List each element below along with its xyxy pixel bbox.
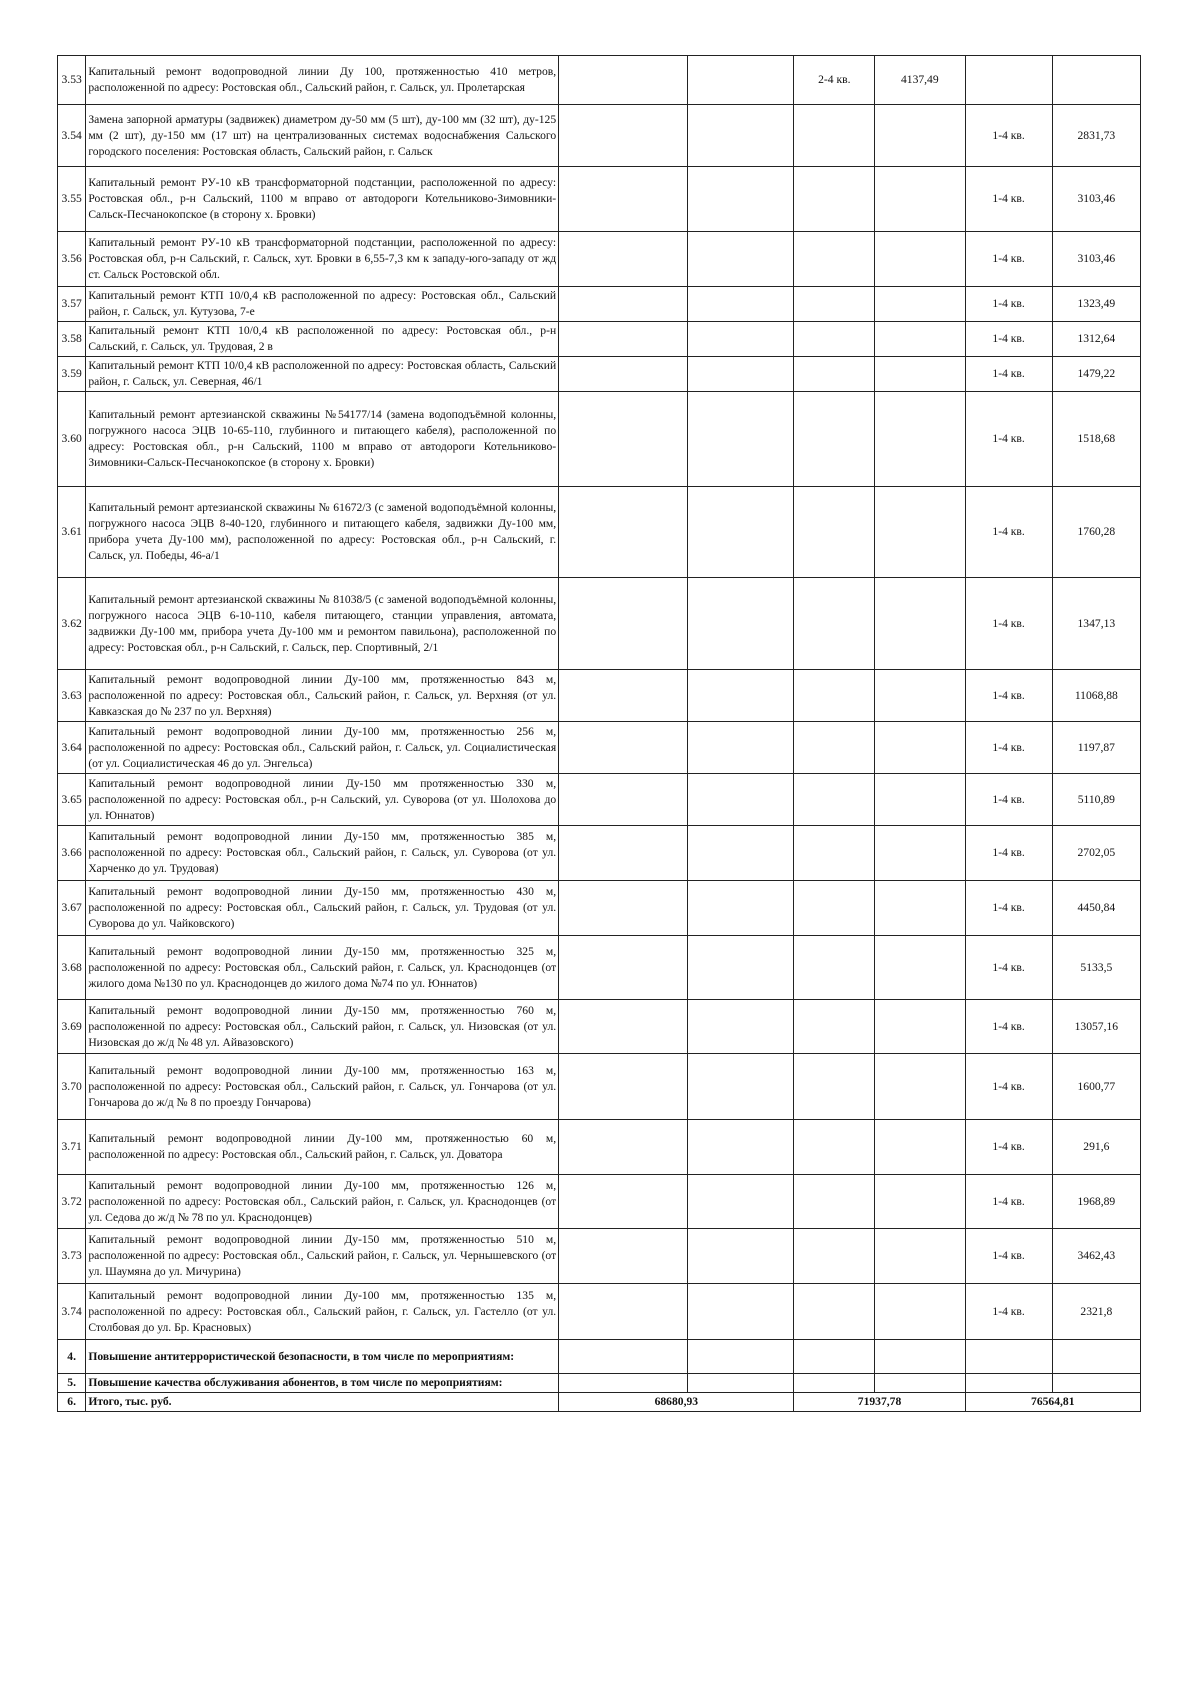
cell-period-a (794, 105, 875, 167)
cell-col-4 (687, 1175, 794, 1229)
cell-empty (687, 1340, 794, 1374)
cell-col-4 (687, 1120, 794, 1175)
cell-col-4 (687, 322, 794, 357)
cell-empty (1052, 1340, 1140, 1374)
row-description: Капитальный ремонт водопроводной линии Ду 100, протяженностью 410 метров, расположенной по адресу: Ростовская обл., Сальский район, г. Сальск, ул. Пролетарская (86, 56, 559, 105)
cell-col-4 (687, 722, 794, 774)
cell-col-3 (559, 578, 688, 670)
cell-amount-b: 13057,16 (1052, 1000, 1140, 1054)
cell-col-3 (559, 487, 688, 578)
row-number: 3.61 (58, 487, 86, 578)
table-row (58, 826, 1141, 881)
cell-amount-a (875, 881, 965, 936)
cell-amount-a (875, 1120, 965, 1175)
cell-amount-b: 1479,22 (1052, 357, 1140, 392)
cell-col-4 (687, 1054, 794, 1120)
row-number: 3.57 (58, 287, 86, 322)
cell-amount-a (875, 670, 965, 722)
cell-period-b: 1-4 кв. (965, 287, 1052, 322)
cell-amount-b: 1760,28 (1052, 487, 1140, 578)
plan-sheet (57, 55, 1141, 1412)
cell-period-a (794, 578, 875, 670)
total-number: 6. (58, 1393, 86, 1412)
cell-amount-b: 1197,87 (1052, 722, 1140, 774)
cell-period-b: 1-4 кв. (965, 322, 1052, 357)
section-number: 4. (58, 1340, 86, 1374)
cell-period-b: 1-4 кв. (965, 357, 1052, 392)
table-row (58, 357, 1141, 392)
cell-amount-b: 5110,89 (1052, 774, 1140, 826)
cell-amount-a (875, 1175, 965, 1229)
cell-period-a (794, 1175, 875, 1229)
cell-empty (875, 1340, 965, 1374)
cell-col-3 (559, 936, 688, 1000)
cell-amount-a (875, 1054, 965, 1120)
table-row (58, 287, 1141, 322)
cell-col-3 (559, 392, 688, 487)
row-number: 3.69 (58, 1000, 86, 1054)
table-row (58, 1229, 1141, 1284)
row-description: Капитальный ремонт водопроводной линии Ду-150 мм, протяженностью 430 м, расположенной по адресу: Ростовская обл., Сальский район, г. Сальск, ул. Трудовая (от ул. Суворова до ул. Чайковского) (86, 881, 559, 936)
row-number: 3.59 (58, 357, 86, 392)
cell-amount-b: 1347,13 (1052, 578, 1140, 670)
cell-col-4 (687, 774, 794, 826)
cell-period-b: 1-4 кв. (965, 392, 1052, 487)
row-description: Капитальный ремонт водопроводной линии Ду-150 мм, протяженностью 510 м, расположенной по адресу: Ростовская обл., Сальский район, г. Сальск, ул. Чернышевского (от ул. Шаумяна до ул. Мичурина) (86, 1229, 559, 1284)
total-value-1: 68680,93 (559, 1393, 794, 1412)
cell-empty (559, 1340, 688, 1374)
cell-period-b (965, 56, 1052, 105)
total-row (58, 1393, 1141, 1412)
cell-amount-b: 3462,43 (1052, 1229, 1140, 1284)
cell-col-3 (559, 105, 688, 167)
cell-period-b: 1-4 кв. (965, 936, 1052, 1000)
section-number: 5. (58, 1374, 86, 1393)
cell-empty (875, 1374, 965, 1393)
row-description: Капитальный ремонт РУ-10 кВ трансформаторной подстанции, расположенной по адресу: Ростовская обл., р-н Сальский, 1100 м вправо от автодороги Котельниково-Зимовники-Сальск-Песчанокопское (в сторону х. Бровки) (86, 167, 559, 232)
cell-col-4 (687, 578, 794, 670)
cell-amount-b: 4450,84 (1052, 881, 1140, 936)
row-description: Капитальный ремонт КТП 10/0,4 кВ расположенной по адресу: Ростовская обл., Сальский район, г. Сальск, ул. Кутузова, 7-е (86, 287, 559, 322)
cell-period-a (794, 881, 875, 936)
cell-empty (687, 1374, 794, 1393)
cell-period-b: 1-4 кв. (965, 487, 1052, 578)
cell-col-4 (687, 287, 794, 322)
cell-period-a (794, 774, 875, 826)
row-description: Капитальный ремонт артезианской скважины №54177/14 (замена водоподъёмной колонны, погружного насоса ЭЦВ 10-65-110, глубинного и питающего кабеля), расположенной по адресу: Ростовская обл., р-н Сальский, 1100 м вправо от автодороги Котельниково-Зимовники-Сальск-Песчанокопское (в сторону х. Бровки) (86, 392, 559, 487)
cell-amount-b: 1312,64 (1052, 322, 1140, 357)
row-number: 3.60 (58, 392, 86, 487)
cell-col-3 (559, 1229, 688, 1284)
cell-period-a (794, 167, 875, 232)
cell-amount-a (875, 322, 965, 357)
cell-period-a (794, 1054, 875, 1120)
total-value-3: 76564,81 (965, 1393, 1140, 1412)
table-footer (58, 1340, 1141, 1412)
cell-col-3 (559, 357, 688, 392)
row-number: 3.70 (58, 1054, 86, 1120)
row-description: Замена запорной арматуры (задвижек) диаметром ду-50 мм (5 шт), ду-100 мм (32 шт), ду-125 мм (2 шт), ду-150 мм (17 шт) на централизованных системах водоснабжения Сальского городского поселения: Ростовская область, Сальский район, г. Сальск (86, 105, 559, 167)
cell-empty (965, 1374, 1052, 1393)
row-description: Капитальный ремонт водопроводной линии Ду-100 мм, протяженностью 126 м, расположенной по адресу: Ростовская обл., Сальский район, г. Сальск, ул. Краснодонцев (от ул. Седова до ж/д № 78 по ул. Краснодонцев) (86, 1175, 559, 1229)
row-number: 3.63 (58, 670, 86, 722)
row-number: 3.64 (58, 722, 86, 774)
cell-amount-b: 1968,89 (1052, 1175, 1140, 1229)
cell-col-4 (687, 357, 794, 392)
cell-amount-a (875, 487, 965, 578)
row-description: Капитальный ремонт водопроводной линии Ду-100 мм, протяженностью 256 м, расположенной по адресу: Ростовская обл., Сальский район, г. Сальск, ул. Социалистическая (от ул. Социалистическая 46 до ул. Энгельса) (86, 722, 559, 774)
table-row (58, 232, 1141, 287)
cell-amount-a (875, 826, 965, 881)
row-description: Капитальный ремонт водопроводной линии Ду-100 мм, протяженностью 135 м, расположенной по адресу: Ростовская обл., Сальский район, г. Сальск, ул. Гастелло (от ул. Столбовая до ул. Бр. Красновых) (86, 1284, 559, 1340)
cell-col-3 (559, 1000, 688, 1054)
cell-col-4 (687, 1000, 794, 1054)
cell-amount-b: 1600,77 (1052, 1054, 1140, 1120)
cell-period-a (794, 1229, 875, 1284)
cell-amount-b: 2831,73 (1052, 105, 1140, 167)
cell-col-3 (559, 1284, 688, 1340)
plan-table (57, 55, 1141, 1412)
cell-amount-a (875, 936, 965, 1000)
cell-period-b: 1-4 кв. (965, 105, 1052, 167)
total-label: Итого, тыс. руб. (86, 1393, 559, 1412)
cell-period-b: 1-4 кв. (965, 826, 1052, 881)
cell-amount-a (875, 1000, 965, 1054)
table-row (58, 56, 1141, 105)
row-description: Капитальный ремонт водопроводной линии Ду-150 мм протяженностью 330 м, расположенной по адресу: Ростовская обл., р-н Сальский, ул. Суворова (от ул. Шолохова до ул. Юннатов) (86, 774, 559, 826)
row-number: 3.67 (58, 881, 86, 936)
table-row (58, 1054, 1141, 1120)
cell-col-3 (559, 232, 688, 287)
cell-period-b: 1-4 кв. (965, 1120, 1052, 1175)
cell-period-a (794, 1000, 875, 1054)
cell-amount-a (875, 392, 965, 487)
cell-col-3 (559, 1120, 688, 1175)
table-row (58, 167, 1141, 232)
cell-period-a (794, 287, 875, 322)
cell-empty (794, 1340, 875, 1374)
cell-amount-a (875, 105, 965, 167)
row-description: Капитальный ремонт КТП 10/0,4 кВ расположенной по адресу: Ростовская обл., р-н Сальский, г. Сальск, ул. Трудовая, 2 в (86, 322, 559, 357)
cell-amount-b: 2321,8 (1052, 1284, 1140, 1340)
row-description: Капитальный ремонт водопроводной линии Ду-150 мм, протяженностью 325 м, расположенной по адресу: Ростовская обл., Сальский район, г. Сальск, ул. Краснодонцев (от жилого дома №130 по ул. Краснодонцев до жилого дома №74 по ул. Юннатов) (86, 936, 559, 1000)
cell-amount-a (875, 1229, 965, 1284)
cell-col-4 (687, 232, 794, 287)
cell-col-3 (559, 167, 688, 232)
cell-col-3 (559, 881, 688, 936)
row-number: 3.73 (58, 1229, 86, 1284)
table-row (58, 322, 1141, 357)
cell-empty (559, 1374, 688, 1393)
cell-period-a (794, 392, 875, 487)
table-row (58, 722, 1141, 774)
cell-period-a (794, 722, 875, 774)
cell-amount-b: 3103,46 (1052, 167, 1140, 232)
cell-col-3 (559, 774, 688, 826)
cell-period-a (794, 1284, 875, 1340)
cell-amount-a (875, 774, 965, 826)
cell-period-b: 1-4 кв. (965, 670, 1052, 722)
cell-amount-a (875, 232, 965, 287)
cell-amount-a (875, 1284, 965, 1340)
cell-amount-a (875, 167, 965, 232)
cell-col-3 (559, 670, 688, 722)
cell-col-3 (559, 1175, 688, 1229)
table-body (58, 56, 1141, 1340)
cell-amount-a: 4137,49 (875, 56, 965, 105)
cell-col-4 (687, 167, 794, 232)
row-description: Капитальный ремонт водопроводной линии Ду-100 мм, протяженностью 163 м, расположенной по адресу: Ростовская обл., Сальский район, г. Сальск, ул. Гончарова (от ул. Гончарова до ж/д № 8 по проезду Гончарова) (86, 1054, 559, 1120)
table-row (58, 1175, 1141, 1229)
cell-period-b: 1-4 кв. (965, 881, 1052, 936)
cell-col-4 (687, 56, 794, 105)
cell-period-a (794, 232, 875, 287)
table-row (58, 881, 1141, 936)
cell-amount-b: 3103,46 (1052, 232, 1140, 287)
cell-amount-a (875, 357, 965, 392)
cell-col-3 (559, 826, 688, 881)
row-number: 3.65 (58, 774, 86, 826)
cell-period-a: 2-4 кв. (794, 56, 875, 105)
cell-col-3 (559, 1054, 688, 1120)
cell-col-3 (559, 287, 688, 322)
table-row (58, 105, 1141, 167)
cell-amount-a (875, 287, 965, 322)
cell-period-b: 1-4 кв. (965, 1054, 1052, 1120)
cell-col-3 (559, 722, 688, 774)
cell-empty (794, 1374, 875, 1393)
row-number: 3.74 (58, 1284, 86, 1340)
cell-col-4 (687, 936, 794, 1000)
cell-amount-a (875, 722, 965, 774)
cell-period-b: 1-4 кв. (965, 722, 1052, 774)
cell-period-a (794, 670, 875, 722)
cell-col-4 (687, 392, 794, 487)
row-description: Капитальный ремонт РУ-10 кВ трансформаторной подстанции, расположенной по адресу: Ростовская обл, р-н Сальский, г. Сальск, хут. Бровки в 6,55-7,3 км к западу-юго-западу от жд ст. Сальск Ростовской обл. (86, 232, 559, 287)
row-description: Капитальный ремонт КТП 10/0,4 кВ расположенной по адресу: Ростовская область, Сальский район, г. Сальск, ул. Северная, 46/1 (86, 357, 559, 392)
cell-amount-b: 1323,49 (1052, 287, 1140, 322)
section-row-5 (58, 1374, 1141, 1393)
cell-amount-b: 2702,05 (1052, 826, 1140, 881)
total-value-2: 71937,78 (794, 1393, 965, 1412)
section-title: Повышение антитеррористической безопасности, в том числе по мероприятиям: (86, 1340, 559, 1374)
cell-col-4 (687, 826, 794, 881)
table-row (58, 1000, 1141, 1054)
table-row (58, 392, 1141, 487)
row-description: Капитальный ремонт водопроводной линии Ду-150 мм, протяженностью 385 м, расположенной по адресу: Ростовская обл., Сальский район, г. Сальск, ул. Суворова (от ул. Харченко до ул. Трудовая) (86, 826, 559, 881)
cell-col-4 (687, 881, 794, 936)
cell-col-3 (559, 322, 688, 357)
cell-amount-b: 291,6 (1052, 1120, 1140, 1175)
table-row (58, 1120, 1141, 1175)
row-number: 3.58 (58, 322, 86, 357)
cell-period-a (794, 826, 875, 881)
cell-col-4 (687, 487, 794, 578)
row-number: 3.71 (58, 1120, 86, 1175)
row-number: 3.54 (58, 105, 86, 167)
row-description: Капитальный ремонт водопроводной линии Ду-100 мм, протяженностью 60 м, расположенной по адресу: Ростовская обл., Сальский район, г. Сальск, ул. Доватора (86, 1120, 559, 1175)
cell-period-b: 1-4 кв. (965, 1284, 1052, 1340)
row-description: Капитальный ремонт водопроводной линии Ду-100 мм, протяженностью 843 м, расположенной по адресу: Ростовская обл., Сальский район, г. Сальск, ул. Верхняя (от ул. Кавказская до № 237 по ул. Верхняя) (86, 670, 559, 722)
cell-period-a (794, 322, 875, 357)
table-row (58, 578, 1141, 670)
row-description: Капитальный ремонт артезианской скважины № 81038/5 (с заменой водоподъёмной колонны, погружного насоса ЭЦВ 6-10-110, кабеля питающего, станции управления, автомата, задвижки Ду-100 мм, прибора учета Ду-100 мм и ремонтом павильона), расположенной по адресу: Ростовская обл., р-н Сальский, г. Сальск, пер. Спортивный, 2/1 (86, 578, 559, 670)
cell-period-a (794, 936, 875, 1000)
row-number: 3.66 (58, 826, 86, 881)
table-row (58, 670, 1141, 722)
section-title: Повышение качества обслуживания абонентов, в том числе по мероприятиям: (86, 1374, 559, 1393)
row-number: 3.62 (58, 578, 86, 670)
cell-period-b: 1-4 кв. (965, 232, 1052, 287)
cell-amount-b: 5133,5 (1052, 936, 1140, 1000)
cell-amount-b: 11068,88 (1052, 670, 1140, 722)
cell-period-a (794, 357, 875, 392)
cell-col-4 (687, 105, 794, 167)
cell-col-3 (559, 56, 688, 105)
cell-empty (965, 1340, 1052, 1374)
row-number: 3.72 (58, 1175, 86, 1229)
cell-amount-a (875, 578, 965, 670)
cell-col-4 (687, 1229, 794, 1284)
section-row-4 (58, 1340, 1141, 1374)
table-row (58, 936, 1141, 1000)
row-number: 3.68 (58, 936, 86, 1000)
cell-period-b: 1-4 кв. (965, 1229, 1052, 1284)
row-number: 3.55 (58, 167, 86, 232)
cell-period-a (794, 1120, 875, 1175)
table-row (58, 1284, 1141, 1340)
cell-period-b: 1-4 кв. (965, 1175, 1052, 1229)
cell-period-a (794, 487, 875, 578)
cell-col-4 (687, 1284, 794, 1340)
row-description: Капитальный ремонт водопроводной линии Ду-150 мм, протяженностью 760 м, расположенной по адресу: Ростовская обл., Сальский район, г. Сальск, ул. Низовская (от ул. Низовская до ж/д № 48 ул. Айвазовского) (86, 1000, 559, 1054)
cell-period-b: 1-4 кв. (965, 167, 1052, 232)
table-row (58, 774, 1141, 826)
row-number: 3.53 (58, 56, 86, 105)
cell-amount-b: 1518,68 (1052, 392, 1140, 487)
cell-col-4 (687, 670, 794, 722)
cell-period-b: 1-4 кв. (965, 1000, 1052, 1054)
table-row (58, 487, 1141, 578)
cell-period-b: 1-4 кв. (965, 578, 1052, 670)
cell-amount-b (1052, 56, 1140, 105)
row-description: Капитальный ремонт артезианской скважины № 61672/3 (с заменой водоподъёмной колонны, погружного насоса ЭЦВ 8-40-120, глубинного и питающего кабеля, задвижки Ду-100 мм, прибора учета Ду-100 мм), расположенной по адресу: Ростовская обл., р-н Сальский, г. Сальск, ул. Победы, 46-а/1 (86, 487, 559, 578)
row-number: 3.56 (58, 232, 86, 287)
cell-period-b: 1-4 кв. (965, 774, 1052, 826)
cell-empty (1052, 1374, 1140, 1393)
